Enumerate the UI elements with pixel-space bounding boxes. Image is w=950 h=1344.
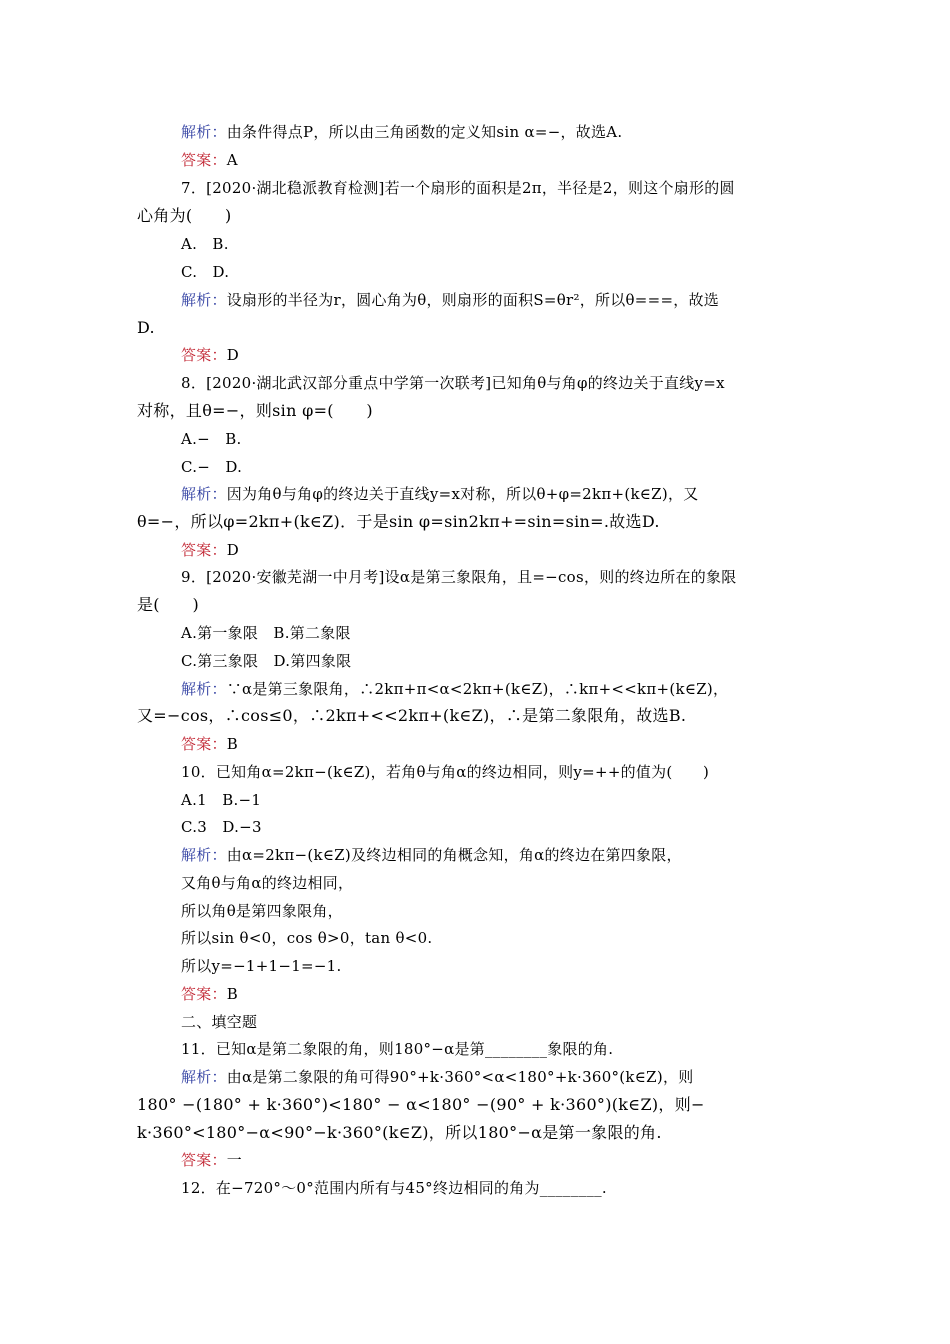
answer-label: 答案： (181, 985, 227, 1003)
line-text: θ=−，所以φ=2kπ+(k∈Z)．于是sin φ=sin2kπ+=sin=sin=.故选D. (137, 512, 660, 531)
answer-value: B (226, 985, 239, 1003)
answer-line (181, 980, 861, 1008)
analysis-line (137, 1119, 817, 1147)
line-text: 由α=2kπ−(k∈Z)及终边相同的角概念知，角α的终边在第四象限， (226, 846, 682, 864)
line-text: 又角θ与角α的终边相同， (181, 874, 354, 892)
line-text: C.− D. (181, 458, 243, 476)
line-text: D. (137, 318, 155, 337)
answer-value: 一 (226, 1151, 243, 1169)
analysis-line (137, 702, 817, 730)
question-12-line (181, 1174, 861, 1202)
line-text: A.− B. (181, 430, 242, 448)
answer-value: A (226, 151, 238, 169)
question-9-line (137, 591, 817, 619)
option-line (181, 619, 861, 647)
question-8-line (137, 397, 817, 425)
line-text: 又=−cos，∴cos≤0，∴2kπ+<<2kπ+(k∈Z)，∴是第二象限角，故选B. (137, 706, 687, 725)
line-text: 8．[2020·湖北武汉部分重点中学第一次联考]已知角θ与角φ的终边关于直线y=x (181, 374, 725, 392)
analysis-label: 解析： (181, 846, 227, 864)
line-text: 是( ) (137, 595, 199, 614)
line-text: 12．在−720°～0°范围内所有与45°终边相同的角为________. (181, 1179, 607, 1197)
analysis-line (181, 841, 861, 869)
answer-label: 答案： (181, 541, 227, 559)
line-text: 所以y=−1+1−1=−1. (181, 957, 342, 975)
line-text: 10．已知角α=2kπ−(k∈Z)，若角θ与角α的终边相同，则y=++的值为( ) (181, 763, 710, 781)
analysis-label: 解析： (181, 291, 227, 309)
line-text: C.3 D.−3 (181, 818, 262, 836)
question-7-line (137, 202, 817, 230)
question-8-line (181, 369, 861, 397)
line-text: 180° −(180° + k·360°)<180° − α<180° −(90° + k·360°)(k∈Z)，则− (137, 1095, 705, 1114)
option-line (181, 425, 861, 453)
option-line (181, 647, 861, 675)
line-text: 7．[2020·湖北稳派教育检测]若一个扇形的面积是2π，半径是2，则这个扇形的圆 (181, 179, 735, 197)
line-text: 11．已知α是第二象限的角，则180°−α是第________象限的角. (181, 1040, 614, 1058)
answer-line (181, 341, 861, 369)
question-11-line (181, 1035, 861, 1063)
analysis-line (137, 1091, 817, 1119)
section-heading (181, 1008, 861, 1036)
answer-label: 答案： (181, 346, 227, 364)
option-line (181, 258, 861, 286)
analysis-label: 解析： (181, 123, 227, 141)
line-text: 9．[2020·安徽芜湖一中月考]设α是第三象限角，且=−cos，则的终边所在的象限 (181, 568, 737, 586)
line-text: 对称，且θ=−，则sin φ=( ) (137, 401, 373, 420)
answer-line (181, 1146, 861, 1174)
analysis-line (181, 480, 861, 508)
line-text: A. B. (181, 235, 229, 253)
analysis-label: 解析： (181, 485, 227, 503)
question-9-line (181, 563, 861, 591)
analysis-label: 解析： (181, 1068, 227, 1086)
line-text: k·360°<180°−α<90°−k·360°(k∈Z)，所以180°−α是第一象限的角. (137, 1123, 662, 1142)
option-line (181, 813, 861, 841)
analysis-line (181, 869, 861, 897)
question-7-line (181, 174, 861, 202)
analysis-line (137, 314, 817, 342)
answer-line (181, 730, 861, 758)
answer-label: 答案： (181, 1151, 227, 1169)
answer-value: B (226, 735, 239, 753)
line-text: 所以角θ是第四象限角， (181, 902, 343, 920)
option-line (181, 786, 861, 814)
analysis-line (181, 897, 861, 925)
answer-line (181, 536, 861, 564)
analysis-line (181, 675, 861, 703)
option-line (181, 453, 861, 481)
analysis-line (181, 118, 861, 146)
analysis-label: 解析： (181, 680, 227, 698)
analysis-line (181, 952, 861, 980)
answer-line (181, 146, 861, 174)
line-text: 因为角θ与角φ的终边关于直线y=x对称，所以θ+φ=2kπ+(k∈Z)，又 (226, 485, 699, 503)
line-text: C.第三象限 D.第四象限 (181, 652, 352, 670)
line-text: 所以sin θ<0，cos θ>0，tan θ<0. (181, 929, 433, 947)
line-text: A.第一象限 B.第二象限 (181, 624, 351, 642)
line-text: ∵α是第三象限角，∴2kπ+π<α<2kπ+(k∈Z)，∴kπ+<<kπ+(k∈Z)， (226, 680, 729, 698)
analysis-line (137, 508, 817, 536)
answer-value: D (226, 541, 240, 559)
line-text: 心角为( ) (137, 206, 232, 225)
line-text: C. D. (181, 263, 230, 281)
question-10-line (181, 758, 861, 786)
analysis-line (181, 286, 861, 314)
line-text: A.1 B.−1 (181, 791, 262, 809)
line-text: 由条件得点P，所以由三角函数的定义知sin α=−，故选A. (226, 123, 623, 141)
answer-label: 答案： (181, 735, 227, 753)
line-text: 二、填空题 (181, 1013, 258, 1031)
line-text: 由α是第二象限的角可得90°+k·360°<α<180°+k·360°(k∈Z)，则 (226, 1068, 694, 1086)
answer-label: 答案： (181, 151, 227, 169)
line-text: 设扇形的半径为r，圆心角为θ，则扇形的面积S=θr²，所以θ===，故选 (226, 291, 720, 309)
analysis-line (181, 1063, 861, 1091)
option-line (181, 230, 861, 258)
answer-value: D (226, 346, 240, 364)
analysis-line (181, 924, 861, 952)
